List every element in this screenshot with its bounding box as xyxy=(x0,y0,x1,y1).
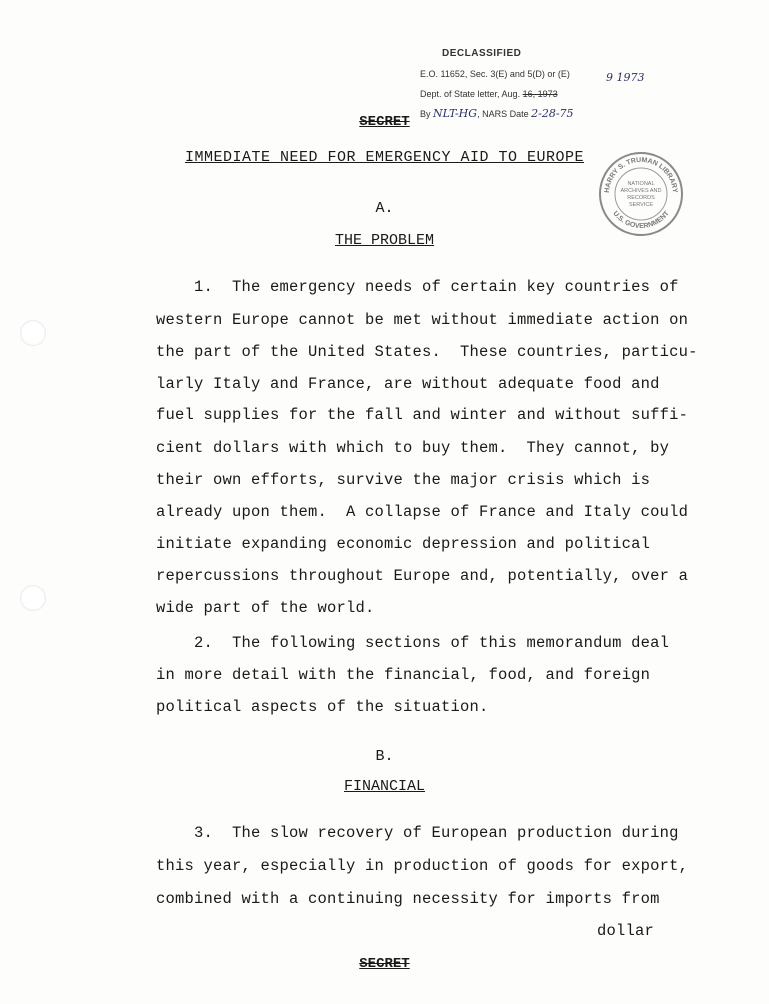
paragraph-line: cient dollars with which to buy them. They cannot, by xyxy=(156,439,670,457)
punch-hole-top xyxy=(20,320,46,346)
main-heading-text: IMMEDIATE NEED FOR EMERGENCY AID TO EUROPE xyxy=(184,149,585,166)
paragraph-line: western Europe cannot be met without immediate action on xyxy=(156,311,689,329)
section-a-title xyxy=(0,232,769,249)
paragraph-line: wide part of the world. xyxy=(156,599,375,617)
classification-bottom-text: SECRET xyxy=(359,956,410,972)
declassification-stamp xyxy=(420,44,650,124)
stamp-dept-handwritten: 9 1973 xyxy=(606,71,645,84)
section-b-title-text: FINANCIAL xyxy=(343,778,425,795)
paragraph-line: 1. The emergency needs of certain key countries of xyxy=(156,278,679,296)
paragraph-line: larly Italy and France, are without adequate food and xyxy=(156,375,660,393)
section-b-title xyxy=(0,778,769,795)
punch-hole-bottom xyxy=(20,585,46,611)
stamp-by-handwritten: NLT-HG xyxy=(433,107,478,120)
classification-top-text: SECRET xyxy=(359,114,410,130)
stamp-nars-label: , NARS Date xyxy=(477,109,532,119)
section-a-title-text: THE PROBLEM xyxy=(334,232,435,249)
seal-center-line-1: NATIONAL xyxy=(627,181,655,187)
seal-center-line-4: SERVICE xyxy=(628,202,654,208)
section-a-letter: A. xyxy=(375,200,394,217)
paragraph-line: fuel supplies for the fall and winter and without suffi- xyxy=(156,406,689,424)
section-b-letter: B. xyxy=(375,748,394,765)
stamp-by-prefix: By xyxy=(420,109,434,119)
stamp-line-eo: E.O. 11652, Sec. 3(E) and 5(D) or (E) xyxy=(420,69,570,79)
paragraph-line: already upon them. A collapse of France and Italy could xyxy=(156,503,689,521)
seal-top-text: HARRY S. TRUMAN LIBRARY xyxy=(603,156,679,194)
classification-top xyxy=(0,114,769,130)
paragraph-line: the part of the United States. These countries, particu- xyxy=(156,343,698,361)
paragraph-line: their own efforts, survive the major crisis which is xyxy=(156,471,651,489)
catchword: dollar xyxy=(597,922,655,940)
seal-center-line-2: ARCHIVES AND xyxy=(620,188,662,194)
classification-bottom xyxy=(0,956,769,972)
paragraph-line: initiate expanding economic depression and political xyxy=(156,535,651,553)
main-heading xyxy=(0,149,769,166)
paragraph-line: combined with a continuing necessity for imports from xyxy=(156,890,660,908)
stamp-dept-struck: 16, 1973 xyxy=(522,89,558,99)
stamp-title: DECLASSIFIED xyxy=(442,48,522,59)
paragraph-line: political aspects of the situation. xyxy=(156,698,489,716)
paragraph-line: 2. The following sections of this memorandum deal xyxy=(156,634,670,652)
paragraph-line: this year, especially in production of goods for export, xyxy=(156,857,689,875)
stamp-nars-date: 2-28-75 xyxy=(531,107,574,120)
paragraph-line: in more detail with the financial, food, and foreign xyxy=(156,666,651,684)
seal-bottom-text: U.S. GOVERNMENT xyxy=(611,210,671,231)
seal-center-line-3: RECORDS xyxy=(627,195,655,201)
stamp-dept-prefix: Dept. of State letter, Aug. xyxy=(420,89,523,99)
paragraph-line: 3. The slow recovery of European production during xyxy=(156,824,679,842)
paragraph-line: repercussions throughout Europe and, potentially, over a xyxy=(156,567,689,585)
